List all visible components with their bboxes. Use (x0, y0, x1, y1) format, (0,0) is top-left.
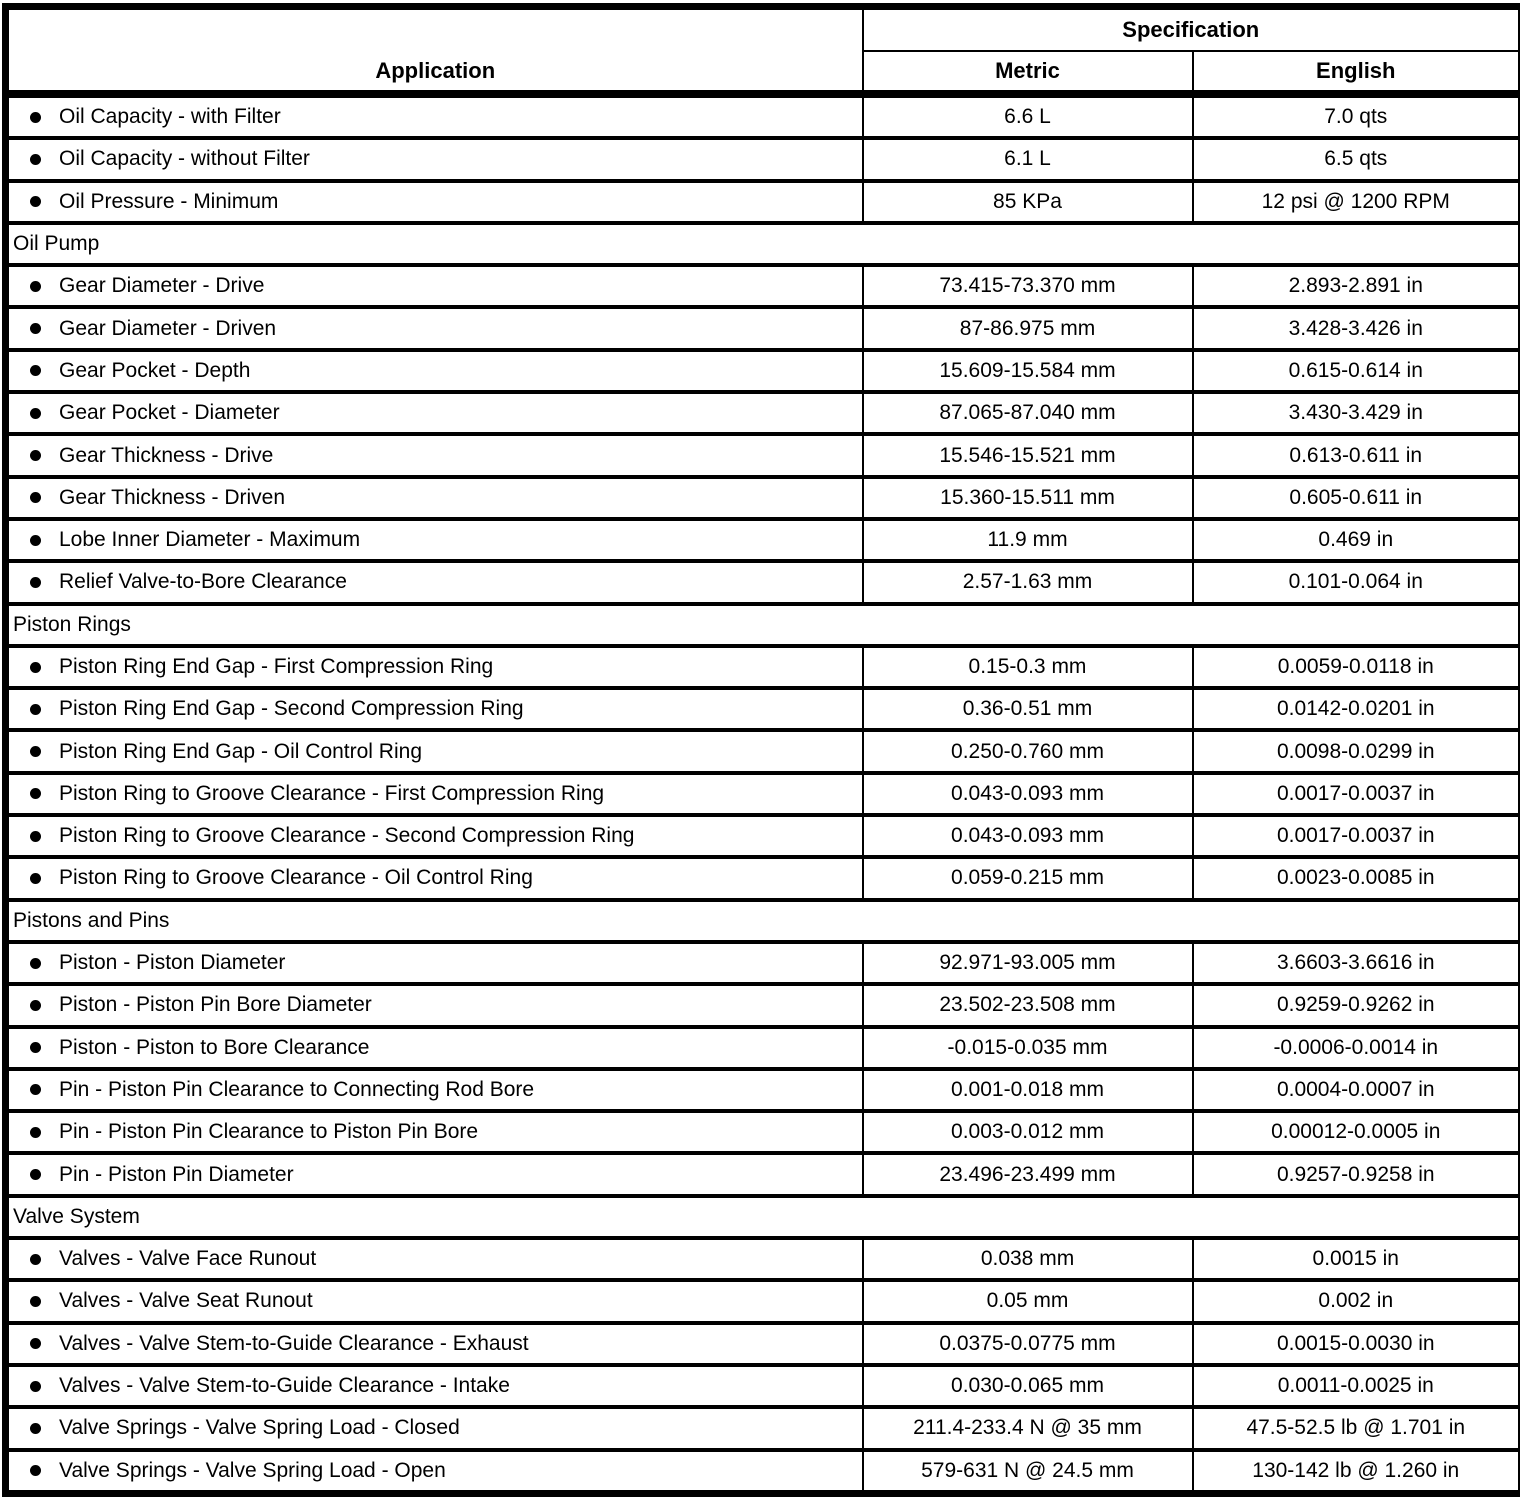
bullet-icon (30, 1127, 41, 1138)
section-row (6, 900, 1520, 942)
application-cell (6, 265, 863, 307)
metric-value: 85 KPa (863, 181, 1193, 223)
application-label: Oil Capacity - with Filter (59, 105, 281, 129)
english-value: 0.0059-0.0118 in (1193, 646, 1520, 688)
application-cell (6, 1407, 863, 1449)
application-cell-content (9, 1163, 862, 1187)
application-cell (6, 392, 863, 434)
bullet-icon (30, 1465, 41, 1476)
table-row (6, 1280, 1520, 1322)
metric-value: 0.038 mm (863, 1238, 1193, 1280)
metric-value: 0.043-0.093 mm (863, 815, 1193, 857)
metric-value: 0.030-0.065 mm (863, 1365, 1193, 1407)
table-row (6, 1450, 1520, 1494)
table-header (6, 7, 1520, 95)
application-cell (6, 561, 863, 603)
bullet-icon (30, 154, 41, 165)
application-cell-content (9, 1416, 862, 1440)
table-row (6, 730, 1520, 772)
application-cell (6, 688, 863, 730)
application-cell-content (9, 740, 862, 764)
application-cell-content (9, 1120, 862, 1144)
table-row (6, 1111, 1520, 1153)
bullet-icon (30, 577, 41, 588)
metric-value: 0.250-0.760 mm (863, 730, 1193, 772)
english-column-header: English (1193, 51, 1520, 94)
english-value: 0.615-0.614 in (1193, 350, 1520, 392)
section-label: Oil Pump (6, 223, 1520, 265)
metric-value: 211.4-233.4 N @ 35 mm (863, 1407, 1193, 1449)
application-label: Relief Valve-to-Bore Clearance (59, 570, 347, 594)
application-cell-content (9, 951, 862, 975)
table-row (6, 350, 1520, 392)
application-cell (6, 1069, 863, 1111)
table-row (6, 265, 1520, 307)
english-value: 6.5 qts (1193, 138, 1520, 180)
bullet-icon (30, 112, 41, 123)
bullet-icon (30, 535, 41, 546)
english-value: 0.0023-0.0085 in (1193, 857, 1520, 899)
application-label: Piston Ring to Groove Clearance - Second Compression Ring (59, 824, 634, 848)
specification-table (2, 3, 1520, 1497)
bullet-icon (30, 281, 41, 292)
bullet-icon (30, 365, 41, 376)
metric-value: 23.496-23.499 mm (863, 1153, 1193, 1195)
table-row (6, 942, 1520, 984)
english-value: 0.613-0.611 in (1193, 434, 1520, 476)
application-cell (6, 815, 863, 857)
application-label: Valves - Valve Seat Runout (59, 1289, 313, 1313)
application-label: Gear Diameter - Drive (59, 274, 264, 298)
application-cell-content (9, 105, 862, 129)
english-value: 0.0004-0.0007 in (1193, 1069, 1520, 1111)
application-cell (6, 1450, 863, 1494)
application-cell-content (9, 528, 862, 552)
table-row (6, 307, 1520, 349)
application-label: Gear Pocket - Depth (59, 359, 250, 383)
section-label: Pistons and Pins (6, 900, 1520, 942)
english-value: 130-142 lb @ 1.260 in (1193, 1450, 1520, 1494)
bullet-icon (30, 1423, 41, 1434)
metric-value: 0.36-0.51 mm (863, 688, 1193, 730)
metric-value: 11.9 mm (863, 519, 1193, 561)
english-value: 0.0015-0.0030 in (1193, 1323, 1520, 1365)
application-cell-content (9, 866, 862, 890)
table-row (6, 434, 1520, 476)
application-cell (6, 1153, 863, 1195)
english-value: 0.002 in (1193, 1280, 1520, 1322)
section-label: Valve System (6, 1196, 1520, 1238)
application-cell-content (9, 274, 862, 298)
application-cell-content (9, 993, 862, 1017)
application-column-header (6, 7, 863, 95)
application-cell (6, 942, 863, 984)
english-value: 0.0142-0.0201 in (1193, 688, 1520, 730)
table-row (6, 1069, 1520, 1111)
english-value: 0.00012-0.0005 in (1193, 1111, 1520, 1153)
application-cell-content (9, 1078, 862, 1102)
metric-value: 15.546-15.521 mm (863, 434, 1193, 476)
metric-value: 0.059-0.215 mm (863, 857, 1193, 899)
bullet-icon (30, 1338, 41, 1349)
table-row (6, 1238, 1520, 1280)
application-label: Gear Thickness - Driven (59, 486, 285, 510)
application-label: Valve Springs - Valve Spring Load - Open (59, 1459, 446, 1483)
english-value: 0.605-0.611 in (1193, 477, 1520, 519)
metric-value: 579-631 N @ 24.5 mm (863, 1450, 1193, 1494)
bullet-icon (30, 788, 41, 799)
table-row (6, 181, 1520, 223)
application-cell (6, 1323, 863, 1365)
bullet-icon (30, 1296, 41, 1307)
application-cell (6, 350, 863, 392)
metric-value: -0.015-0.035 mm (863, 1027, 1193, 1069)
application-cell-content (9, 486, 862, 510)
table-row (6, 138, 1520, 180)
application-label: Gear Thickness - Drive (59, 444, 273, 468)
english-value: 0.9257-0.9258 in (1193, 1153, 1520, 1195)
metric-value: 92.971-93.005 mm (863, 942, 1193, 984)
application-cell (6, 519, 863, 561)
english-value: 3.6603-3.6616 in (1193, 942, 1520, 984)
english-value: 0.0015 in (1193, 1238, 1520, 1280)
table-row (6, 773, 1520, 815)
application-cell-content (9, 824, 862, 848)
application-cell (6, 1365, 863, 1407)
english-value: 47.5-52.5 lb @ 1.701 in (1193, 1407, 1520, 1449)
application-cell (6, 1280, 863, 1322)
application-cell (6, 434, 863, 476)
table-row (6, 1153, 1520, 1195)
table-row (6, 857, 1520, 899)
bullet-icon (30, 450, 41, 461)
english-value: -0.0006-0.0014 in (1193, 1027, 1520, 1069)
application-cell-content (9, 697, 862, 721)
english-value: 0.0098-0.0299 in (1193, 730, 1520, 772)
application-label: Piston Ring End Gap - Oil Control Ring (59, 740, 422, 764)
application-cell-content (9, 782, 862, 806)
bullet-icon (30, 831, 41, 842)
application-cell-content (9, 1459, 862, 1483)
metric-value: 6.1 L (863, 138, 1193, 180)
bullet-icon (30, 408, 41, 419)
application-label: Oil Pressure - Minimum (59, 190, 278, 214)
application-label: Piston Ring End Gap - First Compression Ring (59, 655, 493, 679)
application-label: Piston Ring End Gap - Second Compression Ring (59, 697, 524, 721)
english-value: 0.101-0.064 in (1193, 561, 1520, 603)
application-cell-content (9, 1332, 862, 1356)
application-cell-content (9, 655, 862, 679)
application-label: Valves - Valve Stem-to-Guide Clearance - Exhaust (59, 1332, 529, 1356)
application-label: Valve Springs - Valve Spring Load - Closed (59, 1416, 460, 1440)
bullet-icon (30, 492, 41, 503)
application-label: Valves - Valve Face Runout (59, 1247, 316, 1271)
header-row-specification (6, 7, 1520, 52)
application-column-header-label: Application (9, 52, 862, 90)
metric-value: 73.415-73.370 mm (863, 265, 1193, 307)
application-label: Pin - Piston Pin Clearance to Piston Pin Bore (59, 1120, 478, 1144)
table-row (6, 561, 1520, 603)
table-row (6, 646, 1520, 688)
bullet-icon (30, 1381, 41, 1392)
table-row (6, 1323, 1520, 1365)
bullet-icon (30, 1042, 41, 1053)
section-label: Piston Rings (6, 604, 1520, 646)
english-value: 2.893-2.891 in (1193, 265, 1520, 307)
english-value: 7.0 qts (1193, 94, 1520, 138)
application-cell (6, 94, 863, 138)
english-value: 3.428-3.426 in (1193, 307, 1520, 349)
specification-column-group-header: Specification (863, 7, 1520, 52)
metric-value: 15.609-15.584 mm (863, 350, 1193, 392)
table-row (6, 815, 1520, 857)
table-row (6, 94, 1520, 138)
table-row (6, 984, 1520, 1026)
application-label: Valves - Valve Stem-to-Guide Clearance - Intake (59, 1374, 510, 1398)
metric-value: 0.05 mm (863, 1280, 1193, 1322)
application-label: Gear Diameter - Driven (59, 317, 276, 341)
bullet-icon (30, 662, 41, 673)
bullet-icon (30, 196, 41, 207)
bullet-icon (30, 1254, 41, 1265)
table-row (6, 688, 1520, 730)
application-cell-content (9, 1289, 862, 1313)
application-cell (6, 730, 863, 772)
application-label: Piston - Piston Pin Bore Diameter (59, 993, 372, 1017)
section-row (6, 604, 1520, 646)
application-cell-content (9, 570, 862, 594)
english-value: 3.430-3.429 in (1193, 392, 1520, 434)
application-label: Pin - Piston Pin Diameter (59, 1163, 294, 1187)
application-cell (6, 773, 863, 815)
table-row (6, 519, 1520, 561)
application-cell-content (9, 317, 862, 341)
bullet-icon (30, 746, 41, 757)
application-cell-content (9, 401, 862, 425)
application-label: Pin - Piston Pin Clearance to Connecting Rod Bore (59, 1078, 534, 1102)
application-cell (6, 1238, 863, 1280)
application-cell (6, 1027, 863, 1069)
metric-value: 87.065-87.040 mm (863, 392, 1193, 434)
application-cell (6, 477, 863, 519)
application-label: Piston - Piston to Bore Clearance (59, 1036, 370, 1060)
table-row (6, 1027, 1520, 1069)
bullet-icon (30, 704, 41, 715)
metric-column-header: Metric (863, 51, 1193, 94)
application-cell-content (9, 147, 862, 171)
bullet-icon (30, 1084, 41, 1095)
application-label: Gear Pocket - Diameter (59, 401, 280, 425)
english-value: 0.469 in (1193, 519, 1520, 561)
metric-value: 6.6 L (863, 94, 1193, 138)
application-label: Lobe Inner Diameter - Maximum (59, 528, 360, 552)
table-row (6, 477, 1520, 519)
metric-value: 0.15-0.3 mm (863, 646, 1193, 688)
application-cell (6, 646, 863, 688)
bullet-icon (30, 873, 41, 884)
metric-value: 0.003-0.012 mm (863, 1111, 1193, 1153)
metric-value: 0.0375-0.0775 mm (863, 1323, 1193, 1365)
section-row (6, 1196, 1520, 1238)
bullet-icon (30, 1169, 41, 1180)
bullet-icon (30, 323, 41, 334)
english-value: 12 psi @ 1200 RPM (1193, 181, 1520, 223)
application-label: Piston - Piston Diameter (59, 951, 285, 975)
application-cell (6, 138, 863, 180)
application-cell (6, 181, 863, 223)
application-label: Piston Ring to Groove Clearance - First Compression Ring (59, 782, 604, 806)
application-cell (6, 307, 863, 349)
section-row (6, 223, 1520, 265)
english-value: 0.0011-0.0025 in (1193, 1365, 1520, 1407)
metric-value: 23.502-23.508 mm (863, 984, 1193, 1026)
application-cell-content (9, 1036, 862, 1060)
metric-value: 0.043-0.093 mm (863, 773, 1193, 815)
application-cell-content (9, 444, 862, 468)
application-cell (6, 984, 863, 1026)
spec-table-body (6, 94, 1520, 1493)
application-cell-content (9, 190, 862, 214)
english-value: 0.9259-0.9262 in (1193, 984, 1520, 1026)
application-label: Piston Ring to Groove Clearance - Oil Control Ring (59, 866, 533, 890)
english-value: 0.0017-0.0037 in (1193, 815, 1520, 857)
application-cell-content (9, 359, 862, 383)
application-cell (6, 857, 863, 899)
bullet-icon (30, 958, 41, 969)
table-row (6, 1407, 1520, 1449)
table-row (6, 1365, 1520, 1407)
english-value: 0.0017-0.0037 in (1193, 773, 1520, 815)
application-cell (6, 1111, 863, 1153)
application-label: Oil Capacity - without Filter (59, 147, 310, 171)
application-cell-content (9, 1247, 862, 1271)
metric-value: 87-86.975 mm (863, 307, 1193, 349)
metric-value: 0.001-0.018 mm (863, 1069, 1193, 1111)
application-cell-content (9, 1374, 862, 1398)
table-row (6, 392, 1520, 434)
bullet-icon (30, 1000, 41, 1011)
metric-value: 2.57-1.63 mm (863, 561, 1193, 603)
metric-value: 15.360-15.511 mm (863, 477, 1193, 519)
